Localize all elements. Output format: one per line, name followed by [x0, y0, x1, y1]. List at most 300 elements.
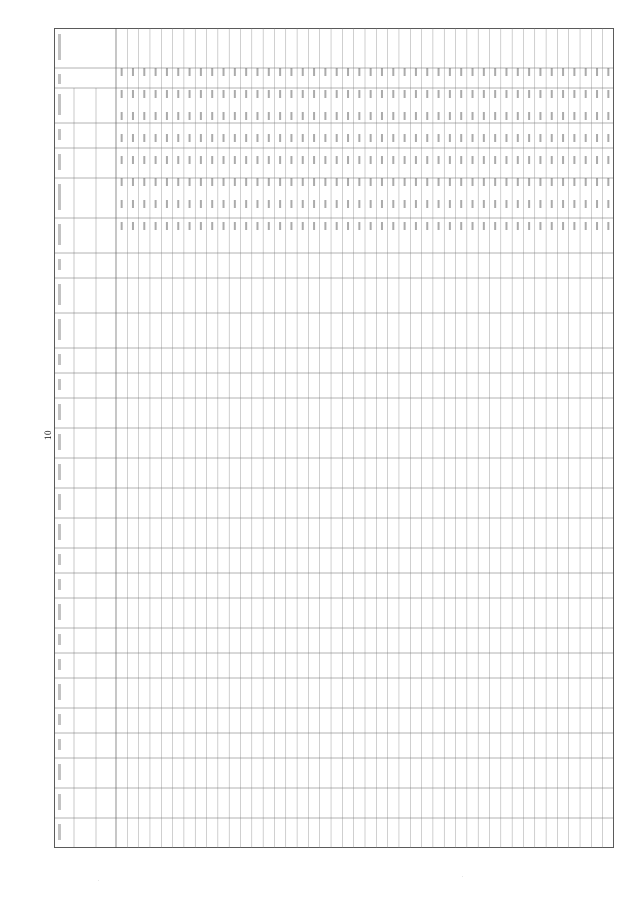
cell-entry-mark — [415, 68, 417, 76]
cell-entry-mark — [472, 156, 474, 164]
cell-entry-mark — [121, 200, 123, 208]
cell-entry-mark — [449, 68, 451, 76]
cell-entry-mark — [155, 156, 157, 164]
cell-entry-mark — [234, 178, 236, 186]
cell-entry-mark — [324, 156, 326, 164]
cell-entry-mark — [596, 68, 598, 76]
cell-entry-mark — [551, 112, 553, 120]
cell-entry-mark — [245, 134, 247, 142]
cell-entry-mark — [313, 134, 315, 142]
cell-entry-mark — [313, 222, 315, 230]
cell-entry-mark — [426, 222, 428, 230]
cell-entry-mark — [279, 156, 281, 164]
cell-entry-mark — [607, 90, 609, 98]
cell-entry-mark — [449, 178, 451, 186]
cell-entry-mark — [404, 200, 406, 208]
cell-entry-mark — [585, 134, 587, 142]
cell-entry-mark — [121, 134, 123, 142]
cell-entry-mark — [200, 222, 202, 230]
cell-entry-mark — [404, 178, 406, 186]
cell-entry-mark — [426, 156, 428, 164]
cell-entry-mark — [177, 68, 179, 76]
cell-entry-mark — [268, 112, 270, 120]
cell-entry-mark — [245, 68, 247, 76]
cell-entry-mark — [143, 200, 145, 208]
cell-entry-mark — [290, 90, 292, 98]
cell-entry-mark — [517, 156, 519, 164]
cell-entry-mark — [200, 134, 202, 142]
cell-entry-mark — [505, 200, 507, 208]
cell-entry-mark — [370, 200, 372, 208]
cell-entry-mark — [189, 134, 191, 142]
cell-entry-mark — [573, 222, 575, 230]
cell-entry-mark — [245, 112, 247, 120]
cell-entry-mark — [211, 68, 213, 76]
cell-entry-mark — [460, 200, 462, 208]
header-text-mark — [58, 74, 61, 84]
cell-entry-mark — [166, 68, 168, 76]
cell-entry-mark — [166, 90, 168, 98]
header-text-mark — [58, 764, 61, 780]
cell-entry-mark — [483, 222, 485, 230]
cell-entry-mark — [177, 200, 179, 208]
cell-entry-mark — [256, 222, 258, 230]
cell-entry-mark — [256, 112, 258, 120]
cell-entry-mark — [607, 178, 609, 186]
cell-entry-mark — [189, 200, 191, 208]
cell-entry-mark — [177, 178, 179, 186]
cell-entry-mark — [381, 90, 383, 98]
cell-entry-mark — [539, 134, 541, 142]
header-text-mark — [58, 739, 61, 750]
cell-entry-mark — [494, 222, 496, 230]
cell-entry-mark — [132, 156, 134, 164]
cell-entry-mark — [155, 178, 157, 186]
cell-entry-mark — [290, 134, 292, 142]
header-text-mark — [58, 404, 61, 420]
cell-entry-mark — [121, 112, 123, 120]
cell-entry-mark — [585, 156, 587, 164]
cell-entry-mark — [177, 90, 179, 98]
cell-entry-mark — [132, 178, 134, 186]
cell-entry-mark — [302, 134, 304, 142]
cell-entry-mark — [517, 112, 519, 120]
cell-entry-mark — [460, 134, 462, 142]
cell-entry-mark — [121, 178, 123, 186]
cell-entry-mark — [449, 222, 451, 230]
cell-entry-mark — [132, 222, 134, 230]
cell-entry-mark — [155, 134, 157, 142]
cell-entry-mark — [381, 112, 383, 120]
cell-entry-mark — [426, 178, 428, 186]
header-text-mark — [58, 524, 61, 540]
cell-entry-mark — [189, 156, 191, 164]
cell-entry-mark — [483, 134, 485, 142]
cell-entry-mark — [585, 112, 587, 120]
cell-entry-mark — [528, 156, 530, 164]
cell-entry-mark — [370, 68, 372, 76]
cell-entry-mark — [551, 134, 553, 142]
cell-entry-mark — [132, 112, 134, 120]
table-border — [55, 29, 614, 848]
cell-entry-mark — [460, 178, 462, 186]
cell-entry-mark — [313, 156, 315, 164]
cell-entry-mark — [562, 112, 564, 120]
cell-entry-mark — [438, 90, 440, 98]
cell-entry-mark — [132, 90, 134, 98]
cell-entry-mark — [143, 156, 145, 164]
cell-entry-mark — [573, 200, 575, 208]
cell-entry-mark — [472, 68, 474, 76]
cell-entry-mark — [460, 222, 462, 230]
cell-entry-mark — [143, 112, 145, 120]
cell-entry-mark — [596, 134, 598, 142]
cell-entry-mark — [415, 156, 417, 164]
cell-entry-mark — [562, 134, 564, 142]
cell-entry-mark — [313, 68, 315, 76]
header-text-mark — [58, 94, 61, 115]
cell-entry-mark — [268, 68, 270, 76]
cell-entry-mark — [121, 68, 123, 76]
cell-entry-mark — [290, 112, 292, 120]
cell-entry-mark — [189, 178, 191, 186]
cell-entry-mark — [155, 68, 157, 76]
cell-entry-mark — [234, 200, 236, 208]
cell-entry-mark — [234, 68, 236, 76]
page-number: 10 — [43, 430, 53, 440]
cell-entry-mark — [189, 90, 191, 98]
cell-entry-mark — [347, 222, 349, 230]
cell-entry-mark — [336, 90, 338, 98]
cell-entry-mark — [551, 178, 553, 186]
cell-entry-mark — [200, 178, 202, 186]
cell-entry-mark — [166, 156, 168, 164]
cell-entry-mark — [528, 68, 530, 76]
cell-entry-mark — [426, 200, 428, 208]
cell-entry-mark — [381, 200, 383, 208]
cell-entry-mark — [404, 112, 406, 120]
cell-entry-mark — [415, 200, 417, 208]
cell-entry-mark — [121, 90, 123, 98]
header-text-mark — [58, 494, 61, 510]
cell-entry-mark — [585, 222, 587, 230]
cell-entry-mark — [573, 68, 575, 76]
cell-entry-mark — [370, 222, 372, 230]
cell-entry-mark — [132, 68, 134, 76]
cell-entry-mark — [324, 90, 326, 98]
cell-entry-mark — [358, 200, 360, 208]
cell-entry-mark — [370, 156, 372, 164]
cell-entry-mark — [415, 178, 417, 186]
cell-entry-mark — [358, 222, 360, 230]
cell-entry-mark — [245, 200, 247, 208]
cell-entry-mark — [256, 200, 258, 208]
cell-entry-mark — [483, 112, 485, 120]
cell-entry-mark — [302, 90, 304, 98]
cell-entry-mark — [494, 134, 496, 142]
cell-entry-mark — [155, 200, 157, 208]
cell-entry-mark — [279, 112, 281, 120]
cell-entry-mark — [517, 178, 519, 186]
cell-entry-mark — [438, 200, 440, 208]
cell-entry-mark — [313, 112, 315, 120]
cell-entry-mark — [358, 156, 360, 164]
cell-entry-mark — [585, 200, 587, 208]
cell-entry-mark — [528, 134, 530, 142]
cell-entry-mark — [551, 90, 553, 98]
cell-entry-mark — [268, 90, 270, 98]
cell-entry-mark — [438, 156, 440, 164]
cell-entry-mark — [223, 178, 225, 186]
cell-entry-mark — [211, 134, 213, 142]
cell-entry-mark — [472, 134, 474, 142]
cell-entry-mark — [404, 134, 406, 142]
cell-entry-mark — [290, 222, 292, 230]
cell-entry-mark — [415, 112, 417, 120]
cell-entry-mark — [494, 156, 496, 164]
header-text-mark — [58, 354, 61, 365]
cell-entry-mark — [596, 200, 598, 208]
cell-entry-mark — [528, 178, 530, 186]
cell-entry-mark — [313, 90, 315, 98]
cell-entry-mark — [347, 200, 349, 208]
cell-entry-mark — [505, 134, 507, 142]
cell-entry-mark — [517, 134, 519, 142]
cell-entry-mark — [426, 134, 428, 142]
cell-entry-mark — [483, 200, 485, 208]
cell-entry-mark — [347, 134, 349, 142]
cell-entry-mark — [517, 90, 519, 98]
cell-entry-mark — [256, 68, 258, 76]
cell-entry-mark — [200, 200, 202, 208]
cell-entry-mark — [143, 90, 145, 98]
cell-entry-mark — [381, 134, 383, 142]
cell-entry-mark — [607, 222, 609, 230]
cell-entry-mark — [256, 156, 258, 164]
cell-entry-mark — [211, 178, 213, 186]
cell-entry-mark — [585, 68, 587, 76]
cell-entry-mark — [494, 200, 496, 208]
header-text-mark — [58, 319, 61, 340]
cell-entry-mark — [155, 112, 157, 120]
cell-entry-mark — [290, 178, 292, 186]
cell-entry-mark — [370, 178, 372, 186]
cell-entry-mark — [358, 90, 360, 98]
cell-entry-mark — [336, 68, 338, 76]
cell-entry-mark — [245, 178, 247, 186]
cell-entry-mark — [200, 112, 202, 120]
cell-entry-mark — [585, 178, 587, 186]
cell-entry-mark — [551, 222, 553, 230]
cell-entry-mark — [211, 112, 213, 120]
cell-entry-mark — [268, 156, 270, 164]
cell-entry-mark — [449, 200, 451, 208]
cell-entry-mark — [200, 68, 202, 76]
cell-entry-mark — [279, 178, 281, 186]
cell-entry-mark — [324, 178, 326, 186]
cell-entry-mark — [256, 178, 258, 186]
cell-entry-mark — [483, 156, 485, 164]
cell-entry-mark — [211, 90, 213, 98]
cell-entry-mark — [585, 90, 587, 98]
cell-entry-mark — [562, 178, 564, 186]
cell-entry-mark — [596, 156, 598, 164]
cell-entry-mark — [392, 156, 394, 164]
cell-entry-mark — [279, 200, 281, 208]
cell-entry-mark — [268, 222, 270, 230]
cell-entry-mark — [358, 178, 360, 186]
cell-entry-mark — [539, 222, 541, 230]
cell-entry-mark — [573, 112, 575, 120]
header-text-mark — [58, 34, 61, 60]
cell-entry-mark — [539, 112, 541, 120]
cell-entry-mark — [143, 68, 145, 76]
cell-entry-mark — [415, 90, 417, 98]
cell-entry-mark — [223, 222, 225, 230]
cell-entry-mark — [517, 222, 519, 230]
cell-entry-mark — [528, 222, 530, 230]
cell-entry-mark — [472, 178, 474, 186]
cell-entry-mark — [211, 200, 213, 208]
cell-entry-mark — [494, 112, 496, 120]
cell-entry-mark — [472, 222, 474, 230]
cell-entry-mark — [404, 90, 406, 98]
cell-entry-mark — [472, 200, 474, 208]
table-grid — [54, 28, 614, 848]
cell-entry-mark — [573, 156, 575, 164]
cell-entry-mark — [460, 156, 462, 164]
rotated-data-table — [54, 28, 614, 848]
header-text-mark — [58, 554, 61, 565]
cell-entry-mark — [573, 90, 575, 98]
header-text-mark — [58, 259, 61, 270]
cell-entry-mark — [347, 112, 349, 120]
cell-entry-mark — [143, 134, 145, 142]
cell-entry-mark — [494, 178, 496, 186]
header-text-mark — [58, 604, 61, 620]
header-text-mark — [58, 284, 61, 305]
cell-entry-mark — [404, 222, 406, 230]
cell-entry-mark — [234, 222, 236, 230]
header-text-mark — [58, 184, 61, 210]
cell-entry-mark — [200, 156, 202, 164]
cell-entry-mark — [358, 112, 360, 120]
cell-entry-mark — [223, 200, 225, 208]
cell-entry-mark — [336, 112, 338, 120]
cell-entry-mark — [223, 112, 225, 120]
cell-entry-mark — [404, 68, 406, 76]
cell-entry-mark — [381, 222, 383, 230]
cell-entry-mark — [336, 156, 338, 164]
cell-entry-mark — [155, 222, 157, 230]
cell-entry-mark — [505, 112, 507, 120]
cell-entry-mark — [324, 68, 326, 76]
cell-entry-mark — [166, 178, 168, 186]
cell-entry-mark — [438, 134, 440, 142]
header-text-mark — [58, 434, 61, 450]
cell-entry-mark — [517, 200, 519, 208]
cell-entry-mark — [596, 222, 598, 230]
cell-entry-mark — [324, 112, 326, 120]
header-text-mark — [58, 224, 61, 245]
cell-entry-mark — [324, 134, 326, 142]
cell-entry-mark — [370, 112, 372, 120]
cell-entry-mark — [404, 156, 406, 164]
cell-entry-mark — [438, 178, 440, 186]
cell-entry-mark — [449, 134, 451, 142]
cell-entry-mark — [358, 134, 360, 142]
cell-entry-mark — [392, 68, 394, 76]
cell-entry-mark — [166, 134, 168, 142]
cell-entry-mark — [551, 156, 553, 164]
cell-entry-mark — [223, 90, 225, 98]
cell-entry-mark — [223, 156, 225, 164]
cell-entry-mark — [438, 112, 440, 120]
cell-entry-mark — [223, 134, 225, 142]
cell-entry-mark — [313, 200, 315, 208]
cell-entry-mark — [426, 90, 428, 98]
cell-entry-mark — [256, 90, 258, 98]
cell-entry-mark — [200, 90, 202, 98]
cell-entry-mark — [121, 222, 123, 230]
cell-entry-mark — [505, 90, 507, 98]
cell-entry-mark — [245, 156, 247, 164]
cell-entry-mark — [211, 156, 213, 164]
cell-entry-mark — [155, 90, 157, 98]
header-text-mark — [58, 379, 61, 390]
cell-entry-mark — [415, 222, 417, 230]
cell-entry-mark — [234, 134, 236, 142]
cell-entry-mark — [324, 222, 326, 230]
cell-entry-mark — [177, 222, 179, 230]
cell-entry-mark — [607, 200, 609, 208]
cell-entry-mark — [336, 178, 338, 186]
cell-entry-mark — [392, 178, 394, 186]
cell-entry-mark — [573, 134, 575, 142]
cell-entry-mark — [539, 200, 541, 208]
cell-entry-mark — [505, 156, 507, 164]
cell-entry-mark — [505, 222, 507, 230]
cell-entry-mark — [449, 90, 451, 98]
cell-entry-mark — [392, 112, 394, 120]
cell-entry-mark — [336, 200, 338, 208]
cell-entry-mark — [392, 90, 394, 98]
cell-entry-mark — [302, 178, 304, 186]
cell-entry-mark — [392, 134, 394, 142]
cell-entry-mark — [562, 222, 564, 230]
cell-entry-mark — [302, 68, 304, 76]
cell-entry-mark — [607, 134, 609, 142]
header-text-mark — [58, 464, 61, 480]
cell-entry-mark — [347, 68, 349, 76]
cell-entry-mark — [596, 90, 598, 98]
header-text-mark — [58, 659, 61, 670]
cell-entry-mark — [302, 200, 304, 208]
cell-entry-mark — [573, 178, 575, 186]
cell-entry-mark — [279, 90, 281, 98]
cell-entry-mark — [302, 112, 304, 120]
header-text-mark — [58, 154, 61, 170]
footer-dot-right: · — [462, 874, 464, 879]
cell-entry-mark — [121, 156, 123, 164]
cell-entry-mark — [551, 68, 553, 76]
cell-entry-mark — [539, 90, 541, 98]
cell-entry-mark — [472, 90, 474, 98]
cell-entry-mark — [245, 222, 247, 230]
cell-entry-mark — [426, 112, 428, 120]
cell-entry-mark — [166, 112, 168, 120]
cell-entry-mark — [505, 68, 507, 76]
